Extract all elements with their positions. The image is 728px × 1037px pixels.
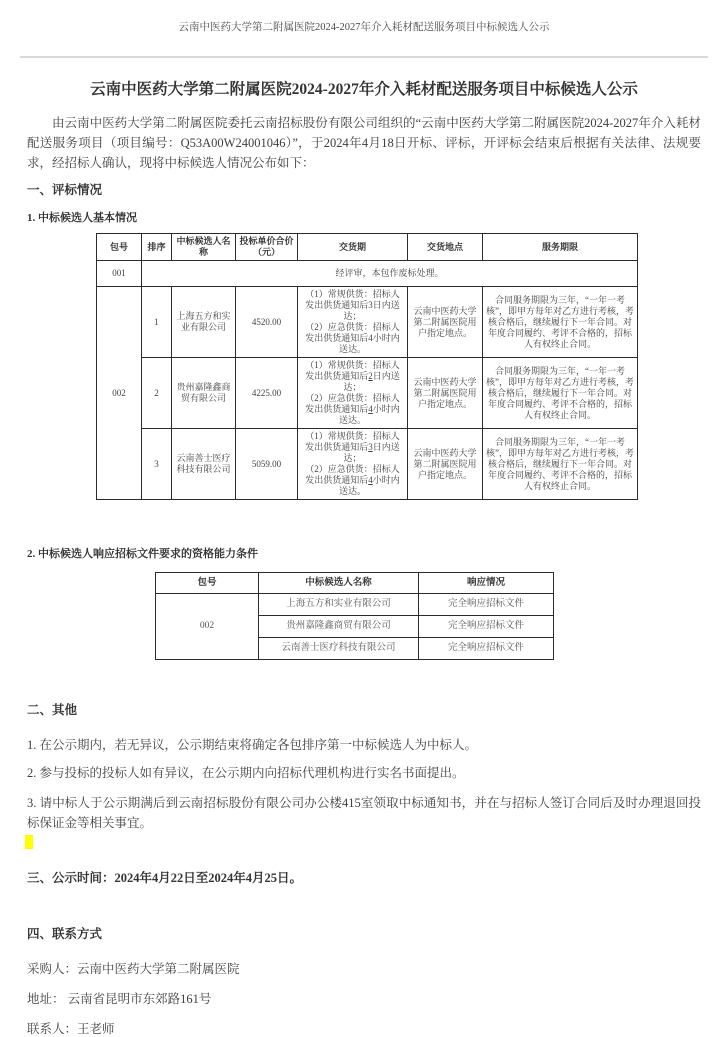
evaluation-table-header [97,234,638,261]
other-item-1: 1. 在公示期内，若无异议，公示期结束将确定各包排序第一中标候选人为中标人。 [27,738,478,752]
qualification-table-header [156,573,554,594]
delivery-line: （1）常规供货：招标人发出供货通知后3日内送达； [305,289,400,321]
service-term-cell: 合同服务期限为三年，“一年一考核”，即甲方每年对乙方进行考核，考核合格后，继续履行下一年合同。对年度合同履约、考评不合格的，招标人有权终止合同。 [483,358,638,429]
page-title: 云南中医药大学第二附属医院2024-2027年介入耗材配送服务项目中标候选人公示 [90,81,638,98]
col-header-response: 响应情况 [419,573,554,594]
delivery-cell [298,429,408,500]
rank-cell: 2 [142,358,172,429]
contact-address: 地址： 云南省昆明市东郊路161号 [27,992,212,1006]
section-1-sub-1-heading: 1. 中标候选人基本情况 [27,212,137,224]
evaluation-table [96,233,638,500]
price-cell: 4520.00 [236,287,298,358]
header-divider [20,56,708,58]
price-cell: 5059.00 [236,429,298,500]
candidate-name-cell: 贵州嘉隆鑫商贸有限公司 [259,616,419,638]
table-header-row [97,234,638,261]
candidate-name-cell: 上海五方和实业有限公司 [172,287,236,358]
rank-cell: 3 [142,429,172,500]
service-term-cell: 合同服务期限为三年，“一年一考核”，即甲方每年对乙方进行考核，考核合格后，继续履行下一年合同。对年度合同履约、考评不合格的，招标人有权终止合同。 [483,287,638,358]
document-header-title: 云南中医药大学第二附属医院2024-2027年介入耗材配送服务项目中标候选人公示 [178,22,550,33]
candidate-name-cell: 上海五方和实业有限公司 [259,594,419,616]
section-4-heading: 四、联系方式 [27,927,103,941]
col-header-bid-price: 投标单价合价（元） [236,234,298,261]
candidate-row [97,358,638,429]
section-3-heading: 三、公示时间：2024年4月22日至2024年4月25日。 [27,871,303,885]
void-note-cell: 经评审，本包作废标处理。 [142,261,638,287]
section-2-heading: 二、其他 [27,703,78,717]
delivery-cell [298,358,408,429]
delivery-place-cell: 云南中医药大学第二附属医院用户指定地点。 [408,429,483,500]
service-term-cell: 合同服务期限为三年，“一年一考核”，即甲方每年对乙方进行考核，考核合格后，继续履行下一年合同。对年度合同履约、考评不合格的，招标人有权终止合同。 [483,429,638,500]
other-item-3: 3. 请中标人于公示期满后到云南招标股份有限公司办公楼415室领取中标通知书，并在与招标人签订合同后及时办理退回投标保证金等相关事宜。 [27,796,701,830]
col-header-package: 包号 [156,573,259,594]
delivery-place-cell: 云南中医药大学第二附属医院用户指定地点。 [408,358,483,429]
response-cell: 完全响应招标文件 [419,616,554,638]
delivery-line: （1）常规供货：招标人发出供货通知后2日内送达； [305,360,400,392]
package-cell: 001 [97,261,142,287]
qualification-row [156,594,554,616]
candidate-name-cell: 云南善士医疗科技有限公司 [259,638,419,660]
contact-person: 联系人：王老师 [27,1022,115,1036]
other-item-2: 2. 参与投标的投标人如有异议，在公示期内向招标代理机构进行实名书面提出。 [27,766,465,780]
rank-cell: 1 [142,287,172,358]
delivery-place-cell: 云南中医药大学第二附属医院用户指定地点。 [408,287,483,358]
table-header-row [156,573,554,594]
evaluation-table-body [97,261,638,500]
delivery-line: （2）应急供货：招标人发出供货通知后4小时内送达。 [305,393,400,425]
delivery-cell [298,287,408,358]
section-1-sub-2-heading: 2. 中标候选人响应招标文件要求的资格能力条件 [27,548,258,560]
yellow-highlight-marker [25,835,33,849]
col-header-candidate-name: 中标候选人名称 [172,234,236,261]
delivery-line: （2）应急供货：招标人发出供货通知后4小时内送达。 [305,322,400,354]
col-header-service-term: 服务期限 [483,234,638,261]
col-header-delivery-place: 交货地点 [408,234,483,261]
candidate-name-cell: 贵州嘉隆鑫商贸有限公司 [172,358,236,429]
candidate-name-cell: 云南善士医疗科技有限公司 [172,429,236,500]
price-cell: 4225.00 [236,358,298,429]
intro-paragraph: 由云南中医药大学第二附属医院委托云南招标股份有限公司组织的“云南中医药大学第二附属医院2024-2027年介入耗材配送服务项目（项目编号：Q53A00W24001046）”，于2024年4月18日开标、评标，开评标会结束后根据有关法律、法规要求，经招标人确认，现将中标候选人情况公布如下： [27,116,701,170]
delivery-line: （2）应急供货：招标人发出供货通知后4小时内送达。 [305,464,400,496]
contact-purchaser: 采购人：云南中医药大学第二附属医院 [27,962,240,976]
col-header-package: 包号 [97,234,142,261]
qualification-table [155,572,554,660]
section-1-heading: 一、评标情况 [27,183,103,197]
candidate-row [97,429,638,500]
response-cell: 完全响应招标文件 [419,594,554,616]
delivery-line: （1）常规供货：招标人发出供货通知后3日内送达； [305,431,400,463]
candidate-row [97,287,638,358]
qualification-table-body [156,594,554,660]
col-header-candidate-name: 中标候选人名称 [259,573,419,594]
package-cell: 002 [97,287,142,500]
col-header-rank: 排序 [142,234,172,261]
response-cell: 完全响应招标文件 [419,638,554,660]
package-cell: 002 [156,594,259,660]
void-package-row [97,261,638,287]
col-header-delivery-period: 交货期 [298,234,408,261]
